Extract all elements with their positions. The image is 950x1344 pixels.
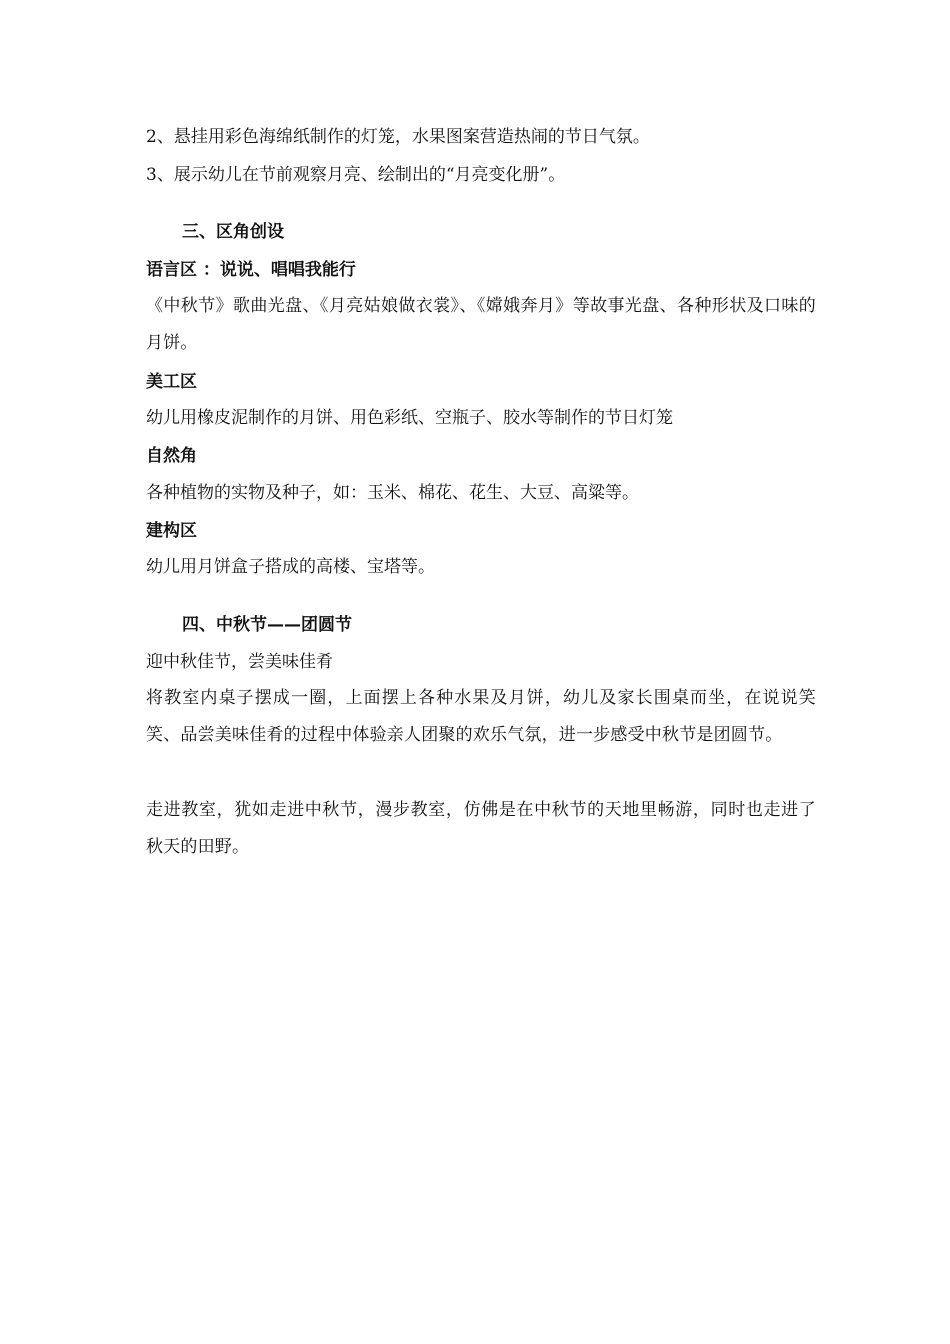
art-area-label: 美工区 bbox=[146, 372, 197, 392]
section-4-paragraph-1: 将教室内桌子摆成一圈，上面摆上各种水果及月饼，幼儿及家长围桌而坐，在说说笑笑、品尝美味佳肴的过程中体验亲人团聚的欢乐气氛，进一步感受中秋节是团圆节。 bbox=[146, 688, 816, 745]
section-4-heading: 四、中秋节——团圆节 bbox=[182, 615, 352, 635]
nature-corner-label: 自然角 bbox=[146, 446, 197, 466]
list-item-2: 2、悬挂用彩色海绵纸制作的灯笼，水果图案营造热闹的节日气氛。 bbox=[146, 127, 650, 147]
section-4-paragraph-2: 走进教室，犹如走进中秋节，漫步教室，仿佛是在中秋节的天地里畅游，同时也走进了秋天的田野。 bbox=[146, 800, 816, 857]
language-area-text: 《中秋节》歌曲光盘、《月亮姑娘做衣裳》、《嫦娥奔月》等故事光盘、各种形状及口味的月饼。 bbox=[146, 296, 816, 353]
construction-area-text: 幼儿用月饼盒子搭成的高楼、宝塔等。 bbox=[146, 557, 435, 577]
section-3-heading: 三、区角创设 bbox=[182, 222, 284, 242]
construction-area-label: 建构区 bbox=[146, 521, 197, 541]
section-4-subtitle: 迎中秋佳节，尝美味佳肴 bbox=[146, 652, 333, 672]
nature-corner-text: 各种植物的实物及种子，如：玉米、棉花、花生、大豆、高粱等。 bbox=[146, 483, 639, 503]
art-area-text: 幼儿用橡皮泥制作的月饼、用色彩纸、空瓶子、胶水等制作的节日灯笼 bbox=[146, 408, 673, 428]
list-item-3: 3、展示幼儿在节前观察月亮、绘制出的“月亮变化册”。 bbox=[146, 165, 566, 185]
language-area-label: 语言区 ：说说、唱唱我能行 bbox=[146, 260, 356, 280]
